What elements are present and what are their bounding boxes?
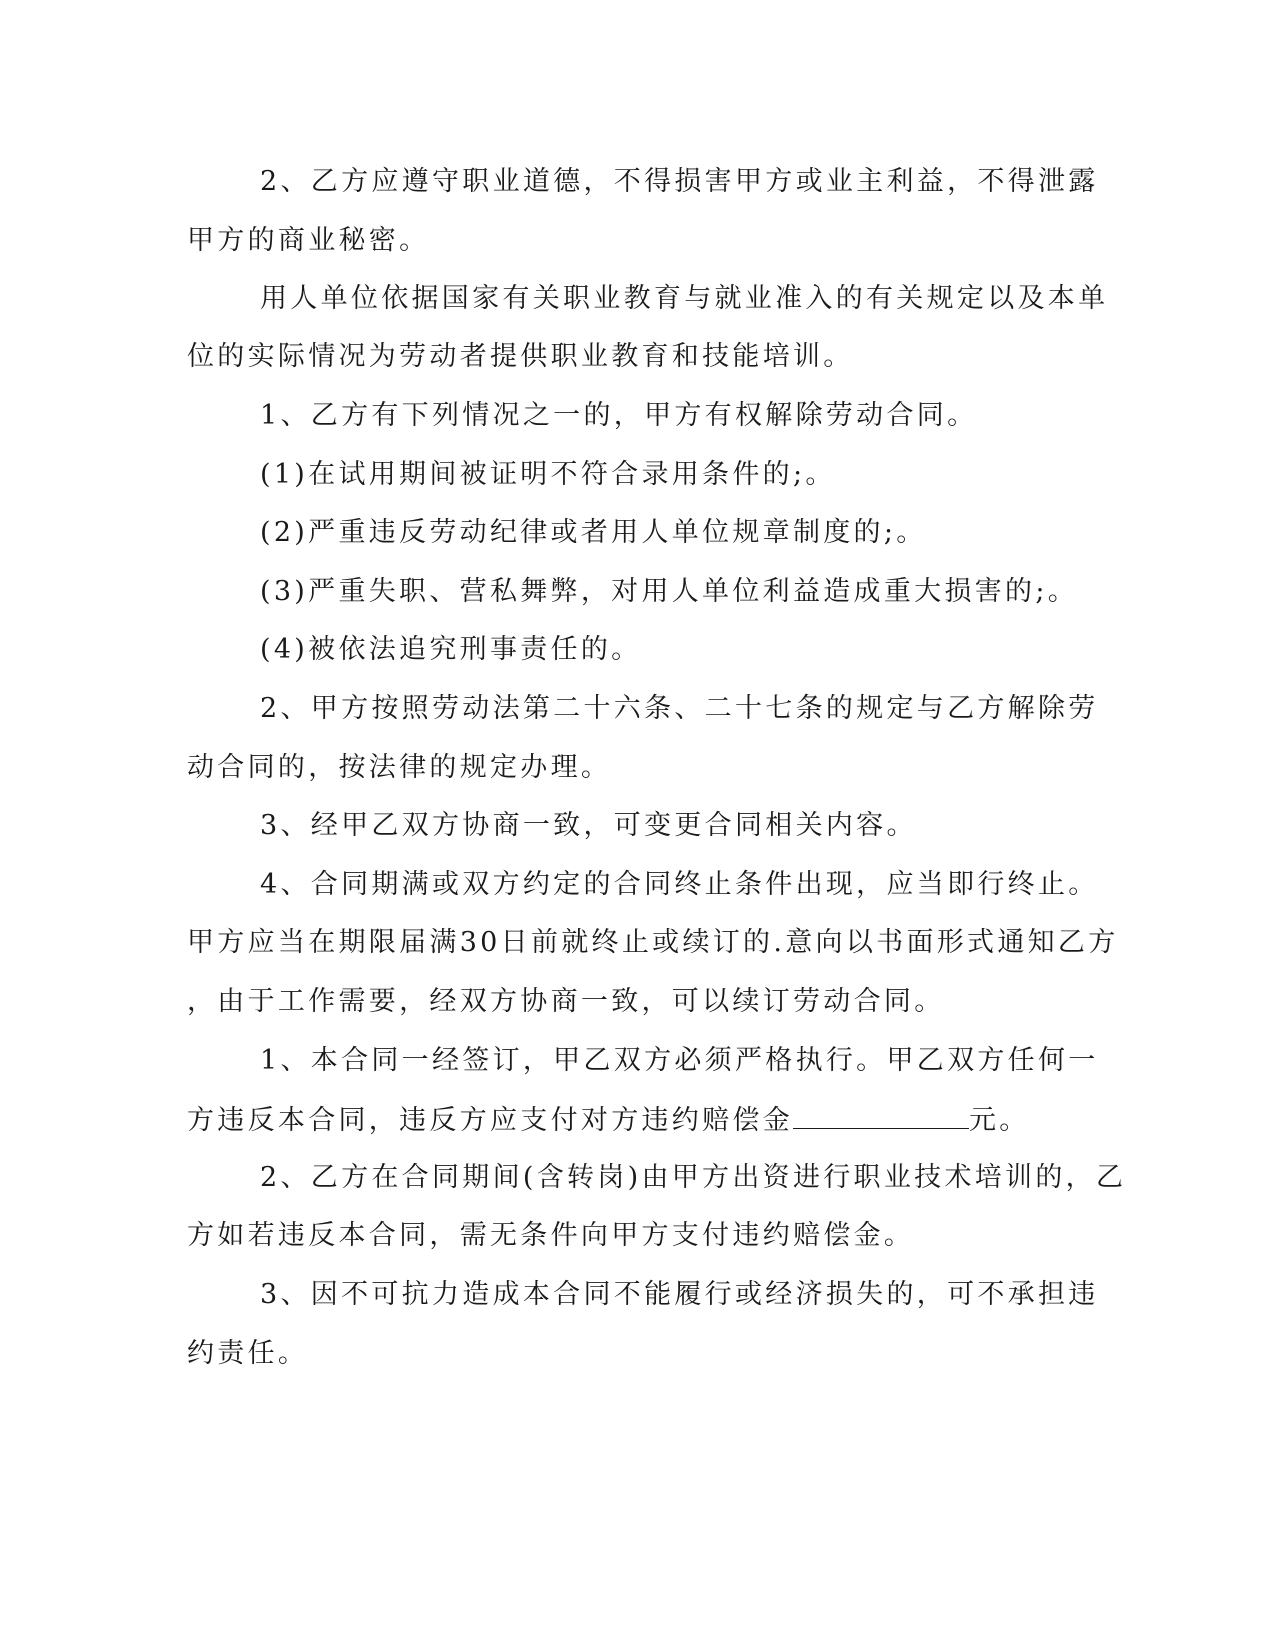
paragraph-line: 位的实际情况为劳动者提供职业教育和技能培训。 [187,341,854,372]
list-item: (2)严重违反劳动纪律或者用人单位规章制度的;。 [260,517,927,548]
paragraph-line: 约责任。 [187,1338,309,1369]
paragraph-line: 2、乙方应遵守职业道德，不得损害甲方或业主利益，不得泄露 [260,166,1099,197]
paragraph-line: 2、甲方按照劳动法第二十六条、二十七条的规定与乙方解除劳 [260,693,1099,724]
paragraph-line: 1、乙方有下列情况之一的，甲方有权解除劳动合同。 [260,400,978,431]
paragraph-line: 3、因不可抗力造成本合同不能履行或经济损失的，可不承担违 [260,1279,1099,1310]
paragraph-line: 1、本合同一经签订，甲乙双方必须严格执行。甲乙双方任何一 [260,1045,1099,1076]
list-item: (4)被依法追究刑事责任的。 [260,634,642,665]
paragraph-line: 方如若违反本合同，需无条件向甲方支付违约赔偿金。 [187,1220,915,1251]
paragraph-line: 甲方的商业秘密。 [187,225,430,256]
paragraph-line: 甲方应当在期限届满30日前就终止或续订的.意向以书面形式通知乙方 [187,927,1119,958]
line-text: 方违反本合同，违反方应支付对方违约赔偿金 [187,1105,793,1136]
list-item: (3)严重失职、营私舞弊，对用人单位利益造成重大损害的;。 [260,576,1079,607]
paragraph-line: 2、乙方在合同期间(含转岗)由甲方出资进行职业技术培训的，乙 [260,1162,1127,1193]
paragraph-line [187,1102,1030,1138]
paragraph-line: 4、合同期满或双方约定的合同终止条件出现，应当即行终止。 [260,869,1099,900]
list-item: (1)在试用期间被证明不符合录用条件的;。 [260,459,836,490]
amount-blank [793,1102,969,1129]
paragraph-line: ，由于工作需要，经双方协商一致，可以续订劳动合同。 [187,986,945,1017]
paragraph-line: 3、经甲乙双方协商一致，可变更合同相关内容。 [260,810,917,841]
paragraph-line: 用人单位依据国家有关职业教育与就业准入的有关规定以及本单 [260,283,1109,314]
paragraph-line: 动合同的，按法律的规定办理。 [187,752,612,783]
line-text-unit: 元。 [969,1105,1030,1136]
